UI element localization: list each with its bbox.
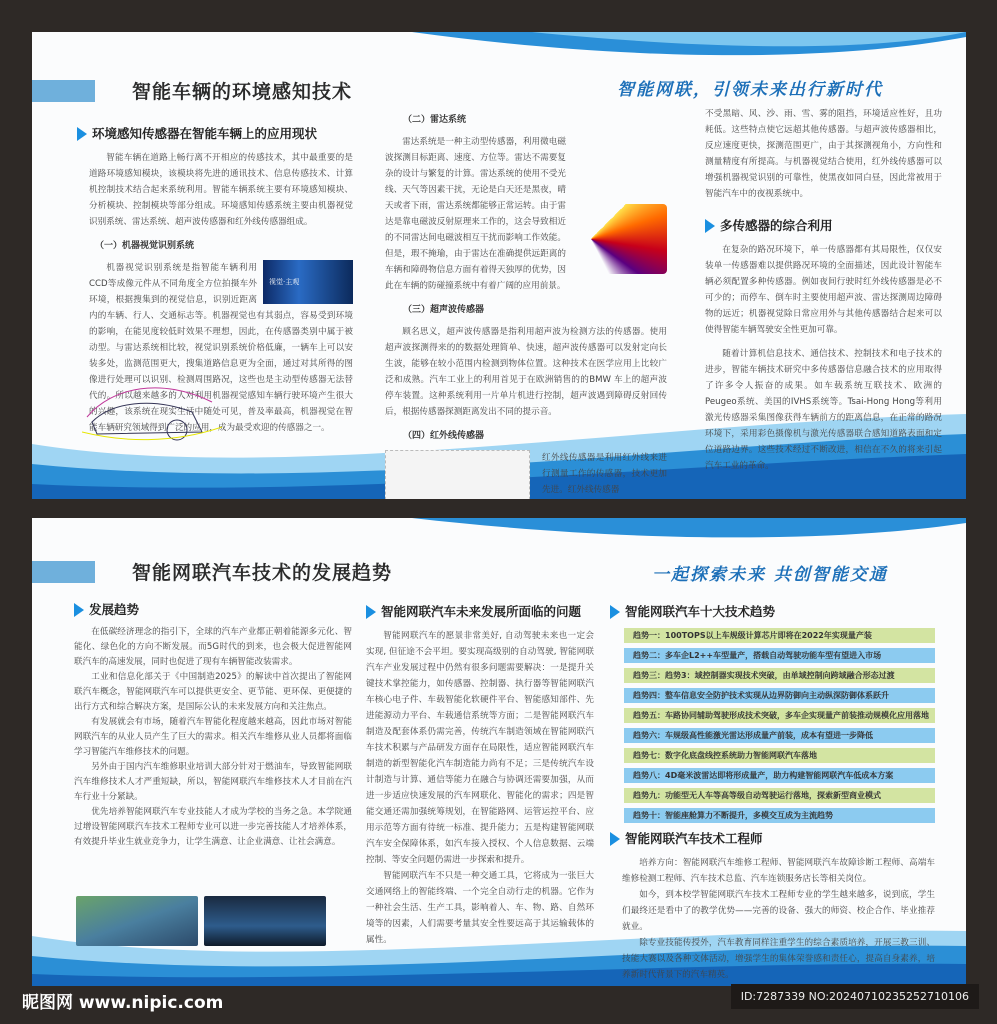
left-column	[74, 596, 352, 850]
trend-item: 趋势一：100TOPS以上车规级计算芯片即将在2022年实现量产装	[624, 628, 935, 643]
middle-column	[385, 104, 667, 499]
paragraph: 在复杂的路况环境下，单一传感器都有其局限性，仅仅安装单一传感器难以提供路况环境的全面描述，因此设计智能车辆必须配置多种传感器。例如夜间行驶时红外线传感器是必不可少的；而停车、倒车时主要使用超声波、雷达探测周边障碍物的远近；机器视觉除日常应用外与其他传感器结合起来可以使得智能车辆驾驶安全性更加可靠。	[705, 245, 942, 335]
trend-item: 趋势五：车路协同辅助驾驶形成技术突破，多车企实现量产前装推动规模化应用落地	[624, 708, 935, 723]
trend-item: 趋势八：4D毫米波雷达即将形成量产，助力构建智能网联汽车低成本方案	[624, 768, 935, 783]
triangle-bullet-icon	[610, 605, 620, 619]
paragraph: 智能网联汽车的愿景非常美好, 自动驾驶未来也一定会实现, 但征途不会平坦。要实现高级别的自动驾驶, 智能网联汽车产业发展过程中仍然有很多问题需要解决：一是提升关键技术掌控能力，如传感器、控制器、执行器等智能网联汽车核心电子件、车载智能化软硬件平台、智能感知部件、先进能源动力平台、车载通信系统等方面；二是智能网联汽车制造及配套体系仍需完善，传统汽车制造领域在智能网联汽车技术积累与产品研发方面存在局限性，适应智能网联汽车制造的新型智能化汽车制造能力尚有不足；三是传统汽车设计制造与计算、通信等能力在融合与协调还需要加强，从而进一步适应快速发展的汽车网联化、智能化的需求；四是智能交通还需加强统筹规划，在智能路网、运管运控平台、应用示范等方面有待统一标准、提升能力；五是构建智能网联汽车安全保障体系，如汽车接入授权、个人信息数据、云端控制、等安全问题仍需进一步探索和提升。	[366, 631, 594, 865]
trend-item: 趋势十：智能座舱算力不断提升，多模交互成为主流趋势	[624, 808, 935, 823]
top-wave-decoration	[32, 518, 966, 553]
radar-diagram-image	[572, 204, 667, 274]
paragraph: 有发展就会有市场，随着汽车智能化程度越来越高，因此市场对智能网联汽车的从业人员产生了巨大的需求。相关汽车维修从业人员都将面临学习智能汽车维修技术的问题。	[74, 717, 352, 757]
trend-item: 趋势三：趋势3：域控制器实现技术突破，由单域控制向跨域融合形态过渡	[624, 668, 935, 683]
car-cockpit-image	[204, 896, 326, 946]
machine-vision-image: 视觉·主观	[263, 260, 353, 304]
section-heading: 多传感器的综合利用	[705, 218, 942, 234]
section-heading: 智能网联汽车技术工程师	[610, 831, 935, 847]
triangle-bullet-icon	[74, 603, 84, 617]
paragraph: 优先培养智能网联汽车专业技能人才成为学校的当务之急。本学院通过增设智能网联汽车技术工程师专业可以进一步完善技能人才培养体系，有效提升毕业生就业竞争力，让学生满意、让企业满意、让社会满意。	[74, 807, 352, 847]
slogan: 智能网联，引领未来出行新时代	[617, 80, 883, 100]
paragraph: 机器视觉识别系统是指智能车辆利用CCD等成像元件从不同角度全方位拍摄车外环境，根据搜集到的视觉信息，识别近距离内的车辆、行人、交通标志等。机器视觉也有其弱点，容易受到环境的影响，在能见度较低时效果不理想，因此，在传感器类别中属于被动型。与雷达系统相比较，视觉识别系统价格低廉，一辆车上可以安装多处，监测范围更大，搜集道路信息更为全面，通过对其所得的图像进行处理可以识别、检测周围路况，这些也是主动型传感器无法替代的。所以越来越多的人对利用机器视觉感知车辆行驶环境产生很大的兴趣，该系统在现实生活中随处可见，普及率最高，机器视觉在智能车辆研究领域得到广泛的应用，成为最受欢迎的传感器之一。	[89, 263, 353, 433]
trend-item: 趋势九：功能型无人车等高等级自动驾驶运行落地，探索新型商业模式	[624, 788, 935, 803]
paragraph: 顾名思义，超声波传感器是指利用超声波为检测方法的传感器。使用超声波探测得来的的数据处理简单、快速，超声波传感器可以发射定向长生波，能够在较小范围内检测到物体位置。这种技术在医学应用上比较广泛和成熟。汽车工业上的利用首见于在欧洲销售的的BMW 车上的超声波停车装置。这种系统利用一片单片机进行控制，超声波遇到障碍反射回传后，根据传感器探测距离发出不同的提示音。	[385, 327, 667, 417]
section-heading: 智能网联汽车未来发展所面临的问题	[366, 604, 594, 620]
paragraph: 智能车辆在道路上畅行离不开相应的传感技术，其中最重要的是道路环境感知模块，该模块将先进的通讯技术、信息传感技术、计算机控制技术结合起来系统利用。智能车辆系统主要有环境感知模块、分析模块、控制模块等部分组成。环境感知传感系统主要由机器视觉识别系统、雷达系统、超声波传感器和红外线传感器组成。	[89, 153, 353, 227]
paragraph: 在低碳经济理念的指引下，全球的汽车产业都正朝着能源多元化、智能化、绿色化的方向不断发展。而5G时代的到来，也会极大促进智能网联汽车的高速发展，同时也促进了现有车辆智能改装需求。	[74, 627, 352, 667]
triangle-bullet-icon	[705, 219, 715, 233]
right-column	[705, 106, 942, 474]
top-panel	[32, 32, 966, 499]
subheading: （一）机器视觉识别系统	[95, 241, 195, 251]
paragraph: 雷达系统是一种主动型传感器，利用微电磁波探测目标距离、速度、方位等。雷达不需要复杂的设计与繁复的计算。雷达系统的使用不受光线、天气等因素干扰，无论是白天还是黑夜，晴天或者下雨，雷达系统都能够正常运转。由于雷达是靠电磁波反射原理来工作的，这会导致相近的不同雷达间电磁波相互干扰而影响工作效能。但是，瑕不掩瑜，由于雷达在准确提供远距离的车辆和障碍物信息方面有着得天独厚的优势，因此在车辆的防碰撞系统中有着广阔的应用前景。	[385, 137, 566, 291]
section-heading: 智能网联汽车十大技术趋势	[610, 604, 935, 620]
subheading: （二）雷达系统	[403, 115, 467, 125]
page-title: 智能车辆的环境感知技术	[132, 81, 353, 103]
trend-item: 趋势四：整车信息安全防护技术实现从边界防御向主动纵深防御体系跃升	[624, 688, 935, 703]
triangle-bullet-icon	[366, 605, 376, 619]
triangle-bullet-icon	[77, 127, 87, 141]
section-heading: 发展趋势	[74, 602, 352, 617]
paragraph: 不受黑暗、风、沙、雨、雪、雾的阻挡，环境适应性好，且功耗低。这些特点使它远超其他传感器。与超声波传感器相比，反应速度更快，探测范围更广，由于其探测视角小，方向性和测量精度有所提高。与机器视觉结合使用，红外线传感器可以增强机器视觉识别的可靠性，使黑夜如同白昼，因此常被用于智能汽车中的夜视系统中。	[705, 109, 942, 199]
middle-column	[366, 598, 594, 948]
paragraph: 随着计算机信息技术、通信技术、控制技术和电子技术的进步，智能车辆技术研究中多传感器信息融合技术的应用取得了许多令人振奋的成果。如车载系统互联技术、欧洲的Peugeo系统、美国的IVHS系统等。Tsai-Hong Hong等利用激光传感器采集图像获得车辆前方的距离信息，在正常的路况环境下，采用彩色摄像机与激光传感器联合感知道路表面和定位道路边界。这些技术经过不断改进，相信在不久的将来引起汽车工业的革命。	[705, 349, 942, 471]
page-title: 智能网联汽车技术的发展趋势	[132, 562, 393, 584]
image-id: ID:7287339 NO:20240710235252710106	[731, 984, 979, 1009]
paragraph: 除专业技能传授外，汽车教育同样注重学生的综合素质培养，开展三教三训、技能大赛以及各种文体活动，增强学生的集体荣誉感和责任心，提高自身素养，培养新时代背景下的汽车精英。	[622, 938, 935, 980]
bottom-panel	[32, 518, 966, 986]
title-bar-decoration	[32, 561, 95, 583]
section-heading: 环境感知传感器在智能车辆上的应用现状	[77, 126, 353, 142]
subheading: （四）红外线传感器	[403, 431, 485, 441]
trend-item: 趋势二：多车企L2++车型量产，搭载自动驾驶功能车型有望进入市场	[624, 648, 935, 663]
paragraph: 另外由于国内汽车维修职业培训大部分针对于燃油车，导致智能网联汽车维修技术人才严重短缺，所以，智能网联汽车维修技术人才目前在汽车行业十分紧缺。	[74, 762, 352, 802]
infrared-diagram-image	[385, 450, 530, 499]
paragraph: 培养方向：智能网联汽车维修工程师、智能网联汽车故障诊断工程师、高端车维修检测工程师、汽车技术总监、汽车连锁服务店长等相关岗位。	[622, 858, 935, 884]
paragraph: 如今，到本校学智能网联汽车技术工程师专业的学生越来越多，说到底，学生们最终还是看中了的教学优势——完善的设备、强大的师资、校企合作、毕业推荐就业。	[622, 890, 935, 932]
smart-traffic-image	[76, 896, 198, 946]
slogan: 一起探索未来 共创智能交通	[652, 565, 888, 585]
trend-item: 趋势七：数字化底盘线控系统助力智能网联汽车落地	[624, 748, 935, 763]
paragraph: 智能网联汽车不只是一种交通工具，它将成为一张巨大交通网络上的智能终端、一个完全自动行走的机器。它作为一种社会生活、生产工具，影响着人、车、物、路、自然环境等的因素，人们需要考量其安全性要远高于其运输载体的属性。	[366, 871, 594, 945]
watermark-site: 昵图网 www.nipic.com	[22, 993, 224, 1013]
paragraph: 红外线传感器是利用红外线来进行测量工作的传感器，技术更加先进。红外线传感器	[542, 453, 667, 495]
title-bar-decoration	[32, 80, 95, 102]
triangle-bullet-icon	[610, 832, 620, 846]
paragraph: 工业和信息化部关于《中国制造2025》的解读中首次提出了智能网联汽车概念，智能网联汽车可以提供更安全、更节能、更环保、更便捷的出行方式和综合解决方案，是国际公认的未来发展方向和关注焦点。	[74, 672, 352, 712]
top-wave-decoration	[32, 32, 966, 72]
trend-list	[610, 628, 935, 823]
right-column	[610, 598, 935, 983]
subheading: （三）超声波传感器	[403, 305, 485, 315]
trend-item: 趋势六：车规级高性能激光雷达形成量产前装，成本有望进一步降低	[624, 728, 935, 743]
car-sketch-image	[82, 372, 222, 447]
